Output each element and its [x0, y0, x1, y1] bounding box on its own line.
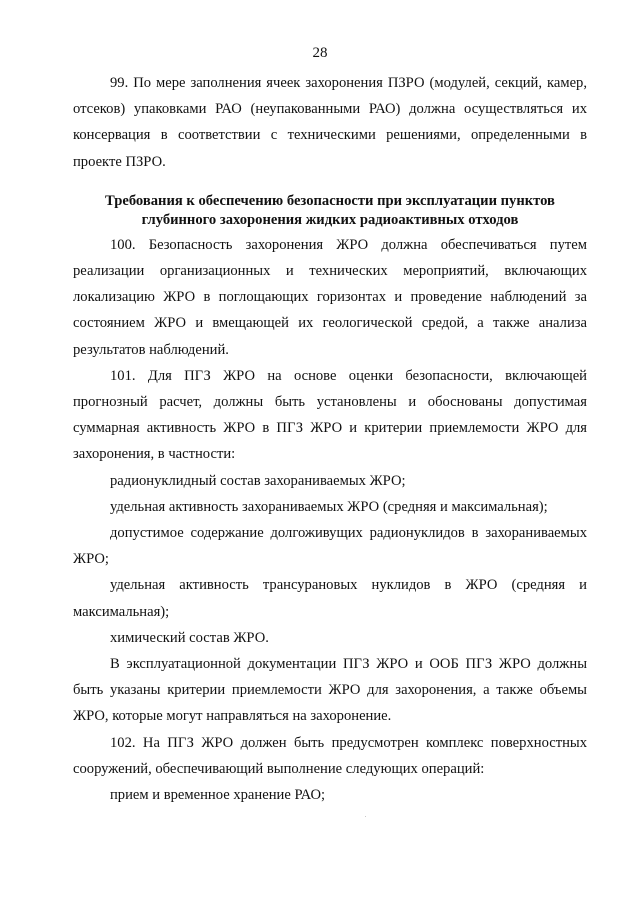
list-item-radionuclide-composition: радионуклидный состав захораниваемых ЖРО; [110, 472, 406, 489]
paragraph-101: 101. Для ПГЗ ЖРО на основе оценки безопасности, включающей прогнозный расчет, должны быть установлены и обоснованы допустимая суммарная активность ЖРО в ПГЗ ЖРО и критерии приемлемости ЖРО для захоронения, в частности: [73, 367, 587, 463]
paragraph-100: 100. Безопасность захоронения ЖРО должна обеспечиваться путем реализации организационных и технических мероприятий, включающих локализацию ЖРО в поглощающих горизонтах и проведение наблюдений за состоянием ЖРО и вмещающей их геологической средой, а также анализа результатов наблюдений. [73, 236, 587, 358]
list-item-chemical-composition: химический состав ЖРО. [110, 629, 269, 646]
page-number: 28 [312, 45, 328, 61]
list-item-reception-storage: прием и временное хранение РАО; [110, 787, 326, 804]
list-item-long-lived-content: допустимое содержание долгоживущих радионуклидов в захораниваемых ЖРО; [73, 525, 587, 568]
paragraph-99: 99. По мере заполнения ячеек захоронения ПЗРО (модулей, секций, камер, отсеков) упаковками РАО (неупакованными РАО) должна осуществляться их консервация в соответствии с техническими решениями, определенными в проекте ПЗРО. [73, 75, 587, 170]
section-heading: Требования к обеспечению безопасности при эксплуатации пунктов глубинного захоронения жидких радиоактивных отходов [105, 192, 555, 228]
list-item-specific-activity: удельная активность захораниваемых ЖРО (средняя и максимальная); [110, 498, 548, 515]
paragraph-102: 102. На ПГЗ ЖРО должен быть предусмотрен комплекс поверхностных сооружений, обеспечивающий выполнение следующих операций: [73, 734, 587, 777]
paragraph-101-documentation: В эксплуатационной документации ПГЗ ЖРО и ООБ ПГЗ ЖРО должны быть указаны критерии приемлемости ЖРО для захоронения, а также объемы ЖРО, которые могут направляться на захоронение. [73, 656, 587, 725]
scan-speck [365, 816, 366, 817]
document-body [73, 70, 587, 808]
list-item-transuranic-activity: удельная активность трансурановых нуклидов в ЖРО (средняя и максимальная); [73, 577, 587, 620]
